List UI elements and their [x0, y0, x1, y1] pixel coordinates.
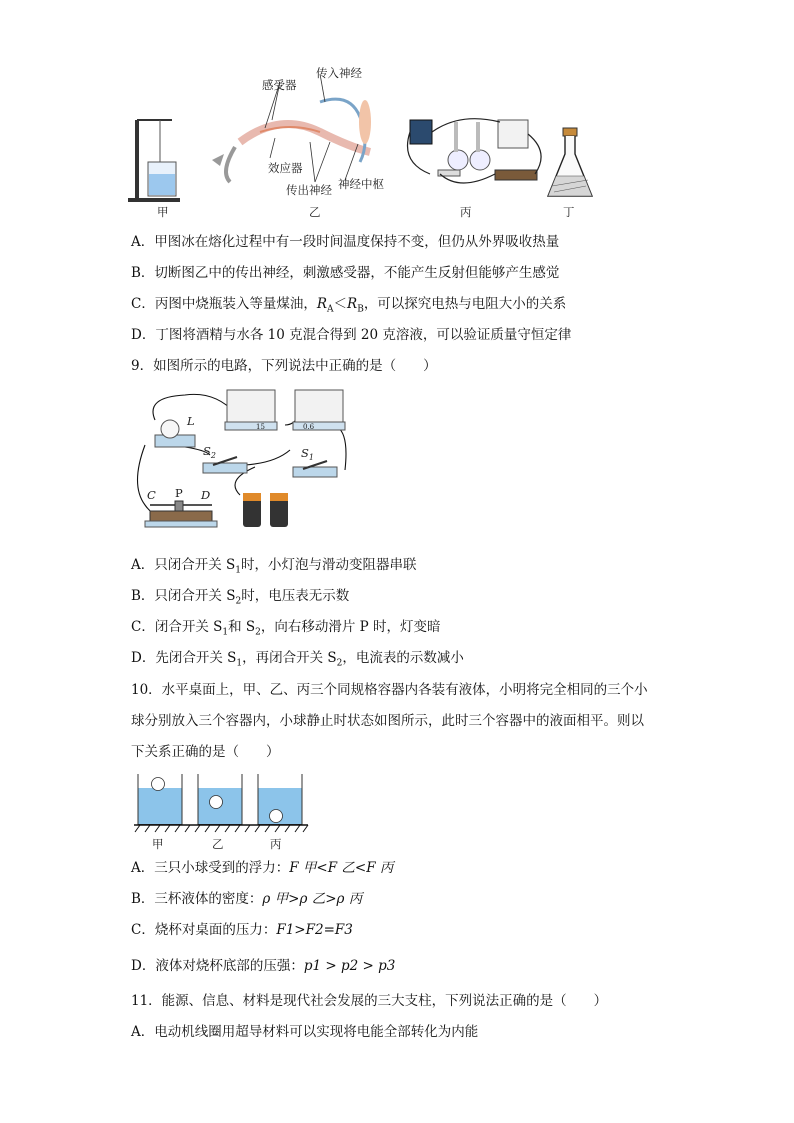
q9-stem: 9．如图所示的电路，下列说法中正确的是（ ） — [131, 358, 437, 374]
figure-row-top — [120, 62, 620, 222]
q10-option-b: B．三杯液体的密度：ρ 甲>ρ 乙>ρ 丙 — [131, 891, 363, 907]
q10-stem-line1: 10．水平桌面上，甲、乙、丙三个同规格容器内各装有液体，小明将完全相同的三个小 — [131, 682, 648, 698]
nerve-center-label: 神经中枢 — [338, 177, 384, 191]
conical-flask-figure — [548, 128, 592, 196]
q10-option-c: C．烧杯对桌面的压力：F1>F2=F3 — [131, 922, 353, 938]
q8-option-b: B．切断图乙中的传出神经，刺激感受器，不能产生反射但能够产生感觉 — [131, 265, 560, 281]
figure-label-jia: 甲 — [157, 205, 169, 219]
q10-stem-line3: 下关系正确的是（ ） — [131, 744, 280, 760]
figure-label-yi: 乙 — [309, 205, 321, 219]
slider-p-label: P — [175, 486, 183, 500]
q8-option-a: A．甲图冰在熔化过程中有一段时间温度保持不变，但仍从外界吸收热量 — [131, 234, 560, 250]
voltmeter-scale-label: 15 — [256, 423, 265, 431]
q10-option-a: A．三只小球受到的浮力：F 甲<F 乙<F 丙 — [131, 860, 394, 876]
container-label-jia: 甲 — [152, 837, 164, 851]
q9-option-d: D．先闭合开关 $S_1$，再闭合开关 $S_2$，电流表的示数减小 — [131, 650, 464, 669]
q8-option-d: D．丁图将酒精与水各 10 克混合得到 20 克溶液，可以验证质量守恒定律 — [131, 327, 572, 343]
efferent-nerve-label: 传出神经 — [286, 183, 332, 197]
effector-label: 效应器 — [268, 161, 303, 175]
rheostat-d-label: D — [201, 488, 211, 502]
q8-option-c: C．丙图中烧瓶装入等量煤油，$R_A<R_B$，可以探究电热与电阻大小的关系 — [131, 296, 567, 315]
q10-stem-line2: 球分别放入三个容器内，小球静止时状态如图所示，此时三个容器中的液面相平。则以 — [131, 713, 644, 729]
rheostat-c-label: C — [147, 488, 156, 502]
ammeter-scale-label: 0.6 — [303, 423, 315, 431]
heating-circuit-figure — [408, 119, 542, 183]
afferent-nerve-label: 传入神经 — [316, 66, 362, 80]
stand-with-beaker-figure — [128, 120, 180, 202]
q9-option-c: C．闭合开关 $S_1$和 $S_2$，向右移动滑片 P 时，灯变暗 — [131, 619, 441, 638]
switch-s1-label: $S_1$ — [301, 446, 314, 462]
lamp-label: L — [187, 414, 195, 428]
receptor-label: 感受器 — [262, 78, 297, 92]
q9-option-b: B．只闭合开关 $S_2$时，电压表无示数 — [131, 588, 350, 607]
reflex-arc-figure — [212, 66, 384, 197]
q11-option-a: A．电动机线圈用超导材料可以实现将电能全部转化为内能 — [131, 1024, 479, 1040]
q10-option-d: D．液体对烧杯底部的压强：p1 > p2 > p3 — [131, 958, 396, 974]
figure-label-bing: 丙 — [460, 205, 472, 219]
container-label-yi: 乙 — [212, 837, 224, 851]
q11-stem: 11．能源、信息、材料是现代社会发展的三大支柱，下列说法正确的是（ ） — [131, 993, 608, 1009]
q9-option-a: A．只闭合开关 $S_1$时，小灯泡与滑动变阻器串联 — [131, 557, 417, 576]
circuit-figure — [125, 385, 355, 540]
containers-figure — [130, 768, 310, 854]
figure-label-ding: 丁 — [563, 205, 575, 219]
container-label-bing: 丙 — [270, 837, 282, 851]
switch-s2-label: $S_2$ — [203, 444, 216, 460]
